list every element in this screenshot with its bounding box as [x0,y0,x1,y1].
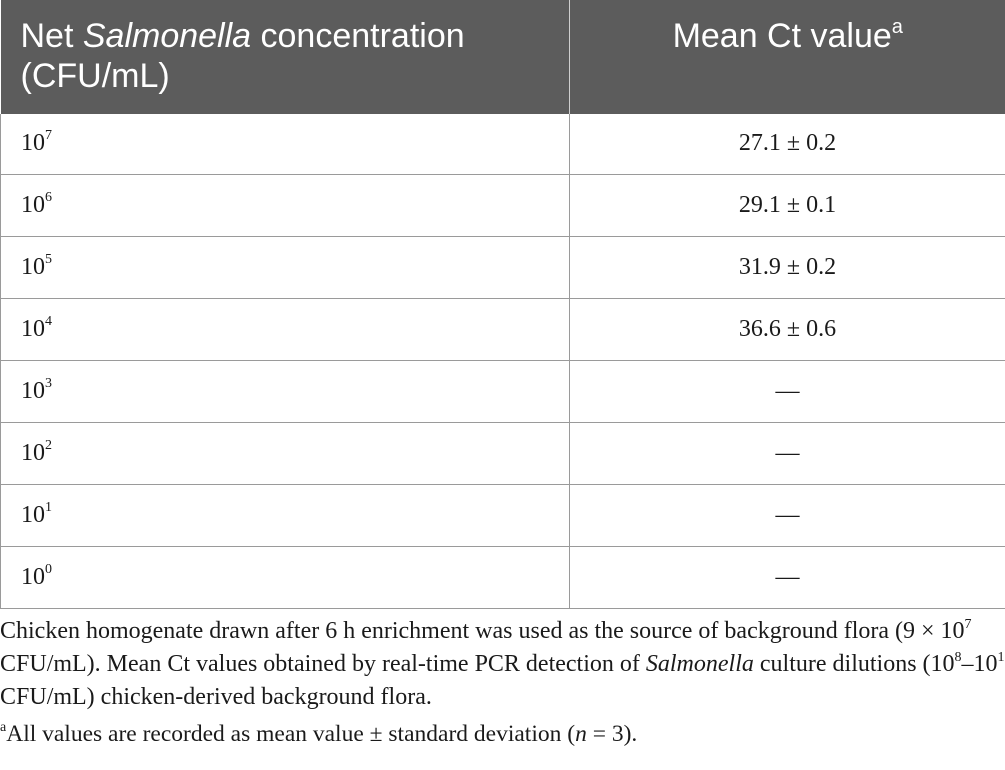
table-row [1,422,1005,484]
caption-italic: Salmonella [645,651,754,677]
table-footnote [0,718,1005,751]
table-row [1,236,1005,298]
concentration-cell [1,114,570,174]
header-col2-label: Mean Ct value [672,17,892,55]
concentration-exponent: 5 [45,251,52,267]
caption-exponent: 1 [997,650,1005,665]
mean-ct-cell: 31.9 ± 0.2 [570,236,1005,298]
concentration-base: 10 [21,191,45,218]
mean-ct-cell: — [570,484,1005,546]
footnote-mark: a [0,720,7,735]
footnote-italic: n [575,721,587,747]
concentration-exponent: 6 [45,189,52,205]
footnote-text: = 3). [586,721,638,747]
concentration-exponent: 3 [45,375,52,391]
concentration-base: 10 [21,439,45,466]
mean-ct-cell: 29.1 ± 0.1 [570,174,1005,236]
concentration-cell [1,174,570,236]
concentration-base: 10 [21,563,45,590]
table-row [1,298,1005,360]
concentration-base: 10 [21,253,45,280]
table-row [1,174,1005,236]
concentration-cell [1,546,570,608]
mean-ct-cell: — [570,546,1005,608]
caption-text: Chicken homogenate drawn after 6 h enrichment was used as the source of background flora (9 × 10 [0,618,965,644]
concentration-exponent: 1 [45,499,52,515]
concentration-exponent: 4 [45,313,52,329]
concentration-cell [1,298,570,360]
concentration-base: 10 [21,315,45,342]
footnote-text: All values are recorded as mean value ± standard deviation ( [6,721,576,747]
header-col1-italic: Salmonella [82,17,252,55]
caption-text: CFU/mL) chicken-derived background flora. [0,684,432,710]
caption-text: culture dilutions (10 [753,651,955,677]
header-col1-unit: (CFU/mL) [20,57,170,95]
table-row [1,484,1005,546]
concentration-base: 10 [21,501,45,528]
mean-ct-cell: 27.1 ± 0.2 [570,114,1005,174]
mean-ct-cell: 36.6 ± 0.6 [570,298,1005,360]
table-row [1,114,1005,174]
concentration-exponent: 2 [45,437,52,453]
concentration-cell [1,236,570,298]
concentration-cell [1,360,570,422]
table-row [1,360,1005,422]
concentration-exponent: 0 [45,561,52,577]
header-row [1,0,1005,114]
header-col2-footnote-mark: a [891,16,903,38]
concentration-exponent: 7 [45,128,52,144]
mean-ct-cell: — [570,360,1005,422]
caption-exponent: 7 [964,617,972,632]
concentration-cell [1,422,570,484]
concentration-column-header [1,0,570,114]
caption-exponent: 8 [954,650,962,665]
header-col1-prefix: Net [20,17,83,55]
mean-ct-column-header [570,0,1005,114]
concentration-base: 10 [21,377,45,404]
caption-text: –10 [961,651,998,677]
table-row [1,546,1005,608]
mean-ct-cell: — [570,422,1005,484]
caption-text: CFU/mL). Mean Ct values obtained by real-time PCR detection of [0,651,646,677]
header-col1-suffix: concentration [251,17,465,55]
table-notes [0,615,1005,751]
concentration-cell [1,484,570,546]
concentration-base: 10 [21,130,45,157]
table-caption [0,615,1005,714]
